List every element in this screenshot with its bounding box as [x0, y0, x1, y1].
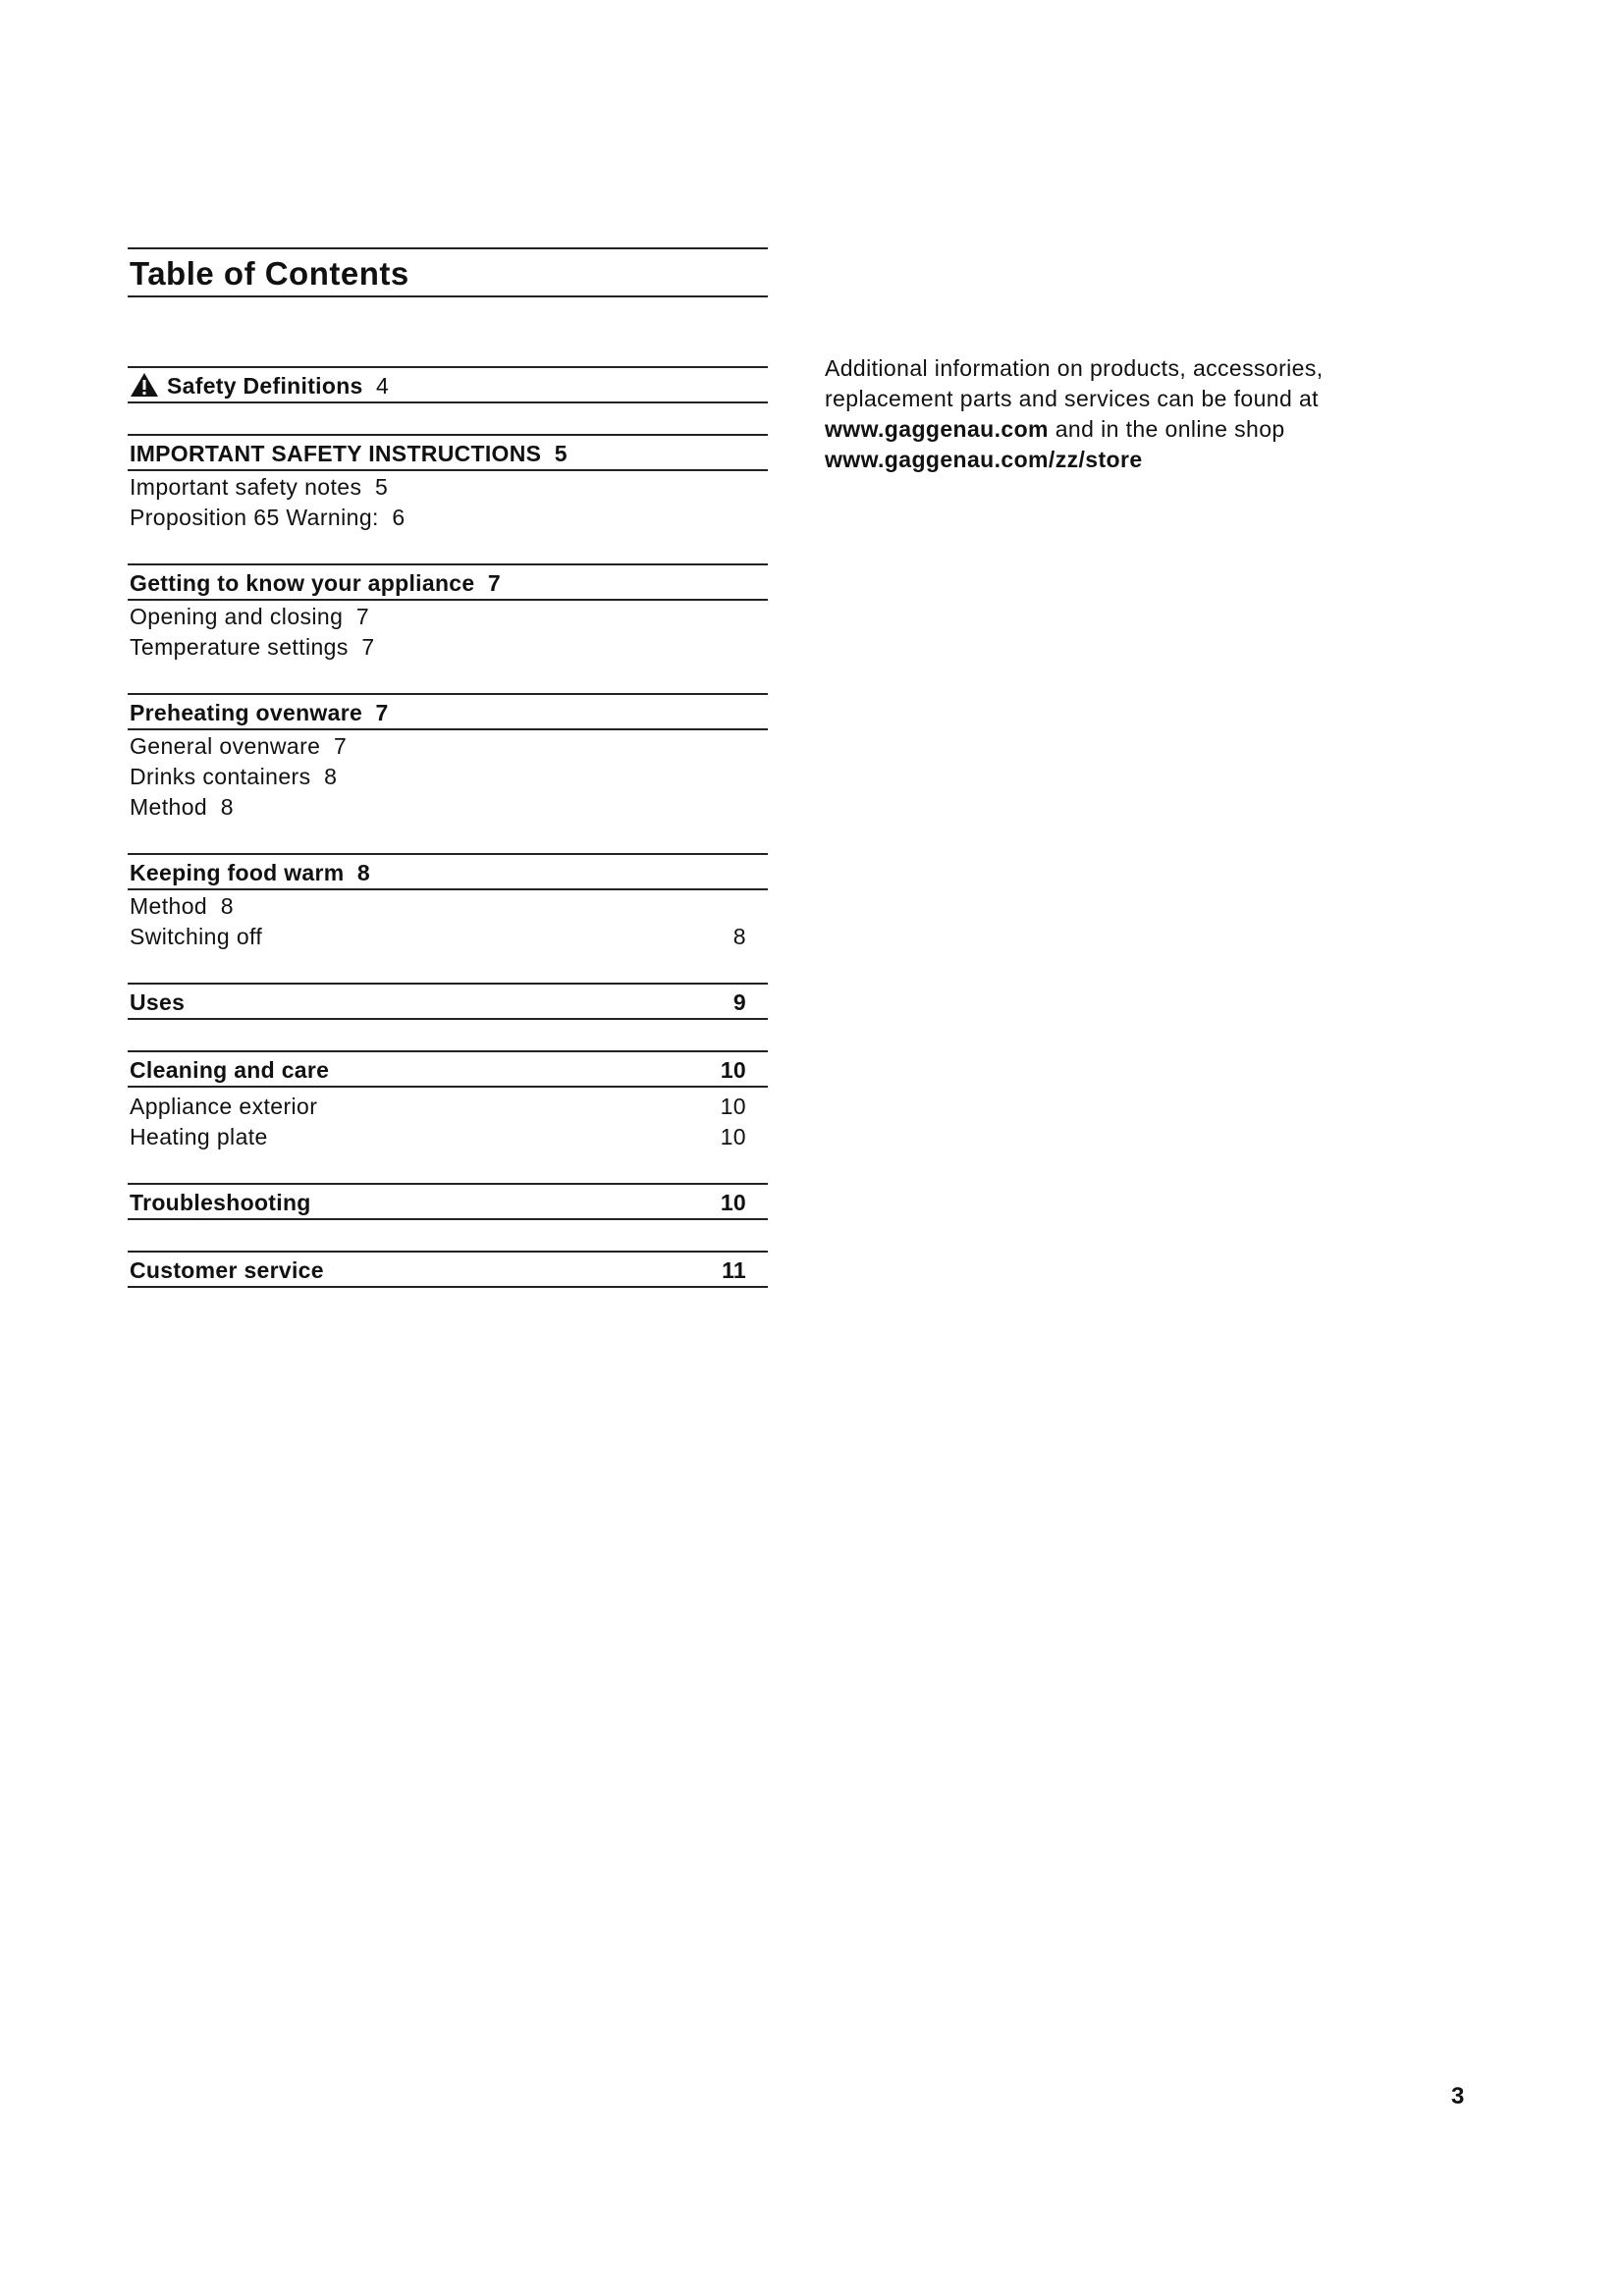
toc-item-page: 6: [392, 505, 406, 530]
info-line: replacement parts and services can be found at: [825, 386, 1319, 411]
toc-heading[interactable]: [128, 853, 768, 890]
toc-heading-page: 5: [554, 441, 568, 466]
toc-heading[interactable]: [128, 1251, 768, 1288]
gaggenau-link[interactable]: www.gaggenau.com: [825, 416, 1049, 442]
toc-heading[interactable]: [128, 983, 768, 1020]
toc-heading[interactable]: [128, 563, 768, 601]
toc-item[interactable]: [128, 503, 768, 533]
toc-section-uses: [128, 983, 768, 1020]
toc-heading-label: Getting to know your appliance: [130, 570, 475, 596]
toc-item-page: 8: [220, 794, 234, 820]
toc-heading-label: Uses: [130, 989, 186, 1015]
toc-title: Table of Contents: [128, 247, 768, 297]
toc-item-label: Important safety notes: [130, 474, 362, 500]
warning-icon: [130, 372, 159, 398]
toc-section-getting-to-know: [128, 563, 768, 663]
page-number: 3: [1451, 2083, 1465, 2109]
toc-heading-page: 7: [375, 700, 389, 725]
toc-heading-label: Preheating ovenware: [130, 700, 363, 725]
table-of-contents: [128, 247, 768, 1318]
toc-heading-label: Cleaning and care: [130, 1057, 330, 1083]
toc-item[interactable]: [128, 1092, 768, 1122]
toc-heading-label: IMPORTANT SAFETY INSTRUCTIONS: [130, 441, 542, 466]
toc-item[interactable]: [128, 472, 768, 503]
info-line: [825, 414, 1414, 445]
toc-item[interactable]: [128, 762, 768, 792]
toc-item[interactable]: [128, 922, 768, 952]
toc-item-page: 5: [374, 474, 389, 500]
info-text: and in the online shop: [1048, 416, 1285, 442]
toc-section-preheating-ovenware: [128, 693, 768, 823]
toc-heading-page: 9: [732, 989, 746, 1015]
toc-heading-label: Troubleshooting: [130, 1190, 311, 1215]
toc-heading[interactable]: [128, 366, 768, 403]
toc-heading-page: 4: [376, 373, 390, 399]
toc-item[interactable]: [128, 891, 768, 922]
toc-item[interactable]: [128, 792, 768, 823]
toc-item-label: Temperature settings: [130, 634, 349, 660]
toc-item-label: Switching off: [130, 924, 263, 949]
info-line: [825, 445, 1414, 475]
toc-item-label: Appliance exterior: [130, 1094, 318, 1119]
toc-item-page: 7: [333, 733, 348, 759]
toc-item-label: Method: [130, 794, 208, 820]
toc-heading-label: Keeping food warm: [130, 860, 345, 885]
toc-heading[interactable]: [128, 1050, 768, 1088]
toc-item-label: Heating plate: [130, 1124, 268, 1149]
toc-heading-label: Customer service: [130, 1257, 324, 1283]
toc-item[interactable]: [128, 632, 768, 663]
toc-section-safety-definitions: [128, 366, 768, 403]
toc-section-troubleshooting: [128, 1183, 768, 1220]
toc-heading-page: 8: [356, 860, 370, 885]
toc-item-label: Drinks containers: [130, 764, 311, 789]
online-shop-link[interactable]: www.gaggenau.com/zz/store: [825, 447, 1143, 472]
toc-item-page: 7: [355, 604, 370, 629]
toc-section-customer-service: [128, 1251, 768, 1288]
toc-item-label: Method: [130, 893, 208, 919]
toc-item-label: Proposition 65 Warning:: [130, 505, 379, 530]
toc-item-label: Opening and closing: [130, 604, 344, 629]
toc-item-page: 8: [324, 764, 338, 789]
toc-item-page: 10: [720, 1124, 746, 1149]
toc-heading[interactable]: [128, 434, 768, 471]
toc-heading-label: Safety Definitions: [167, 373, 363, 399]
toc-item-page: 10: [720, 1094, 746, 1119]
toc-item[interactable]: [128, 1122, 768, 1152]
toc-section-important-safety: [128, 434, 768, 533]
additional-info: [825, 353, 1414, 475]
toc-section-cleaning-and-care: [128, 1050, 768, 1152]
toc-heading[interactable]: [128, 1183, 768, 1220]
info-line: Additional information on products, accessories,: [825, 355, 1324, 381]
toc-heading-page: 11: [722, 1257, 746, 1283]
toc-section-keeping-food-warm: [128, 853, 768, 952]
toc-item[interactable]: [128, 731, 768, 762]
toc-heading-page: 10: [720, 1190, 746, 1215]
toc-item[interactable]: [128, 602, 768, 632]
toc-heading[interactable]: [128, 693, 768, 730]
toc-item-label: General ovenware: [130, 733, 321, 759]
toc-item-page: 8: [220, 893, 234, 919]
toc-item-page: 8: [732, 924, 746, 949]
toc-item-page: 7: [361, 634, 375, 660]
toc-heading-page: 7: [487, 570, 501, 596]
toc-heading-page: 10: [720, 1057, 746, 1083]
